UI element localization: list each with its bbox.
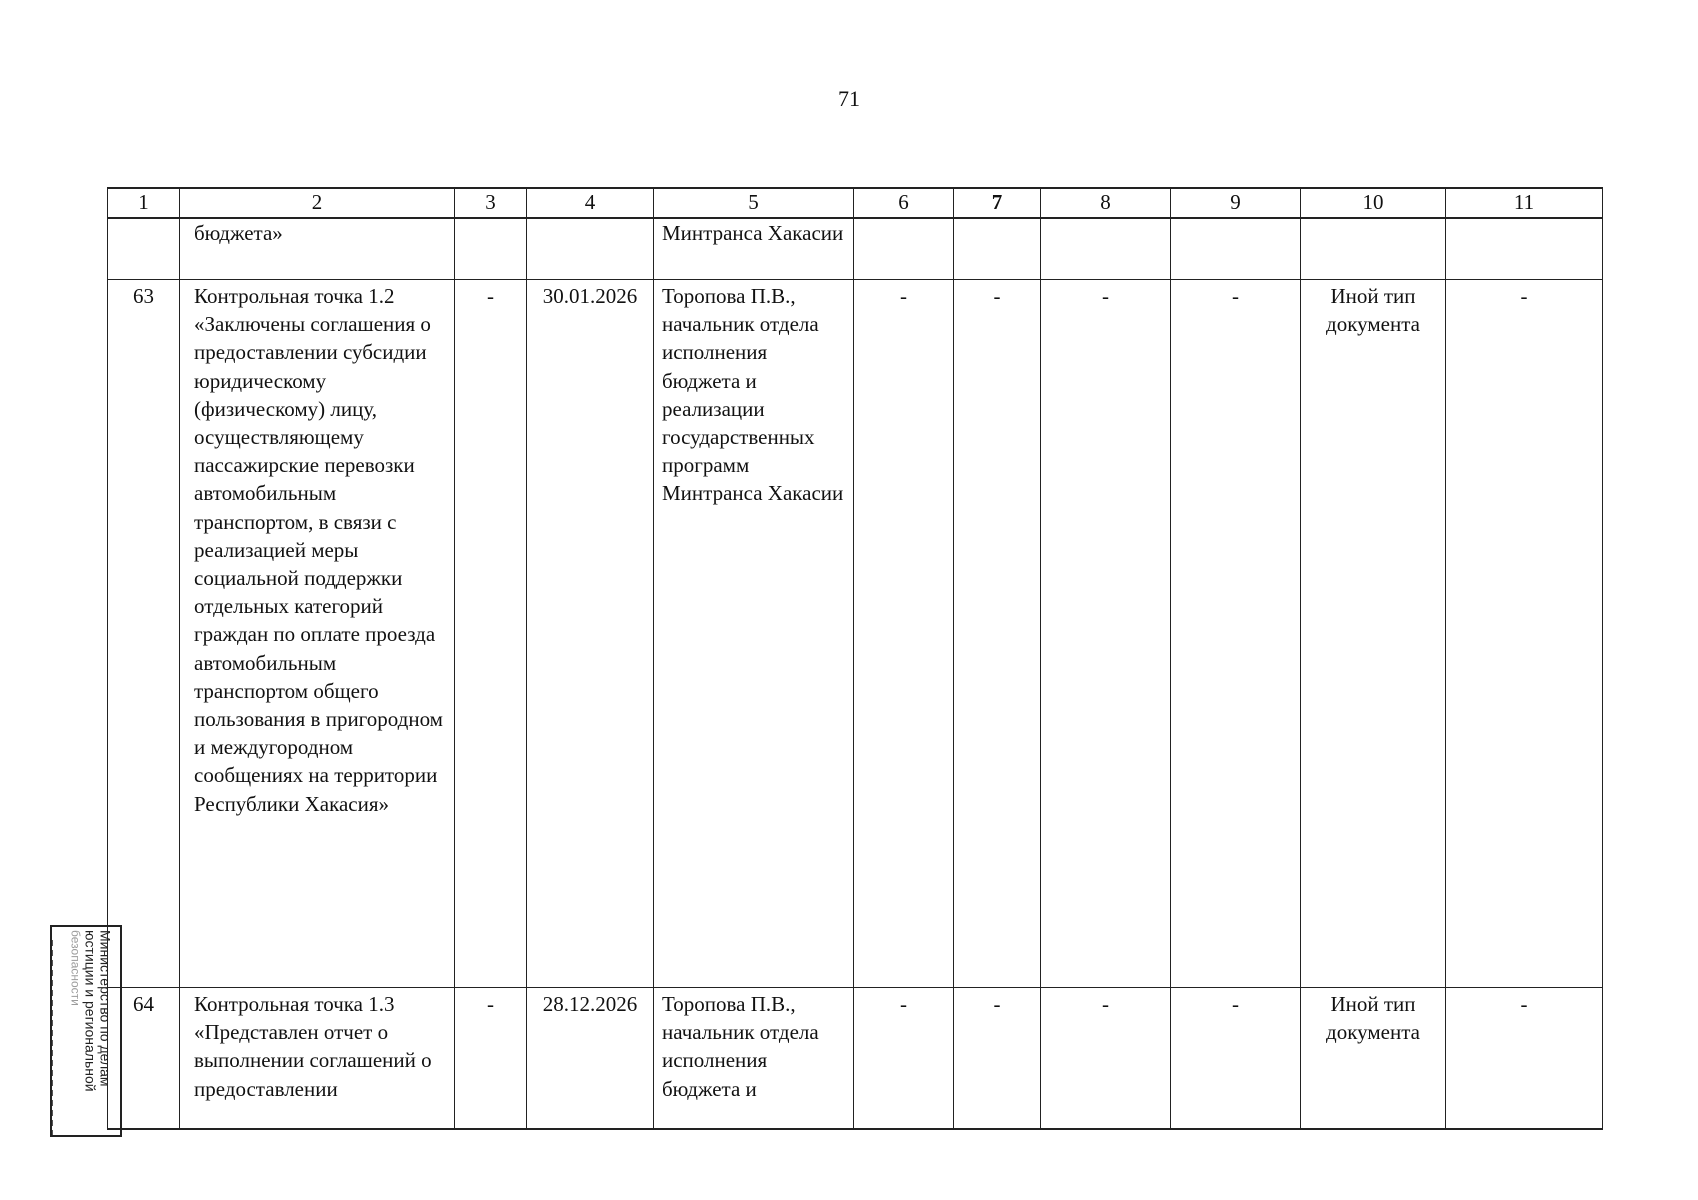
responsible-cell: Торопова П.В., начальник отдела исполнения бюджета и <box>654 988 854 1130</box>
table-cell <box>1446 218 1603 280</box>
header-cell: 1 <box>108 188 180 218</box>
stamp-line: Министерство по делам <box>97 930 114 1087</box>
table-cell: - <box>455 988 527 1130</box>
date-cell: 28.12.2026 <box>527 988 654 1130</box>
stamp-line: юстиции и региональной <box>82 930 99 1092</box>
header-cell: 6 <box>854 188 954 218</box>
registration-stamp <box>50 925 122 1137</box>
table-row <box>108 218 1603 280</box>
table-header-row <box>108 188 1603 218</box>
description-cell: Контрольная точка 1.3 «Представлен отчет о выполнении соглашений о предоставлении <box>180 988 455 1130</box>
table-row <box>108 280 1603 988</box>
header-cell: 4 <box>527 188 654 218</box>
header-cell: 3 <box>455 188 527 218</box>
date-cell <box>527 218 654 280</box>
header-cell: 11 <box>1446 188 1603 218</box>
header-cell: 8 <box>1041 188 1171 218</box>
header-cell: 9 <box>1171 188 1301 218</box>
table-cell: - <box>954 280 1041 988</box>
table-cell: - <box>455 280 527 988</box>
document-type-cell: Иной тип документа <box>1301 988 1446 1130</box>
responsible-cell: Минтранса Хакасии <box>654 218 854 280</box>
row-number-cell <box>108 218 180 280</box>
row-number-cell: 64 <box>108 988 180 1130</box>
header-cell: 2 <box>180 188 455 218</box>
document-type-cell <box>1301 218 1446 280</box>
stamp-line: безопасности <box>68 930 83 1006</box>
description-cell: бюджета» <box>180 218 455 280</box>
table-cell <box>1171 218 1301 280</box>
document-type-cell: Иной тип документа <box>1301 280 1446 988</box>
header-cell: 7 <box>954 188 1041 218</box>
table-cell: - <box>1041 280 1171 988</box>
table-cell: - <box>1446 988 1603 1130</box>
description-cell: Контрольная точка 1.2 «Заключены соглашения о предоставлении субсидии юридическому (физическому) лицу, осуществляющему пассажирские перевозки автомобильным транспортом, в связи с реализацией меры социальной поддержки отдельных категорий граждан по оплате проезда автомобильным транспортом общего пользования в пригородном и междугородном сообщениях на территории Республики Хакасия» <box>180 280 455 988</box>
table-cell <box>455 218 527 280</box>
header-cell: 5 <box>654 188 854 218</box>
table-cell: - <box>1041 988 1171 1130</box>
table-cell: - <box>1171 280 1301 988</box>
responsible-cell: Торопова П.В., начальник отдела исполнения бюджета и реализации государственных программ Минтранса Хакасии <box>654 280 854 988</box>
table-cell: - <box>854 988 954 1130</box>
document-table <box>107 187 1603 1130</box>
table-cell <box>854 218 954 280</box>
table-cell <box>1041 218 1171 280</box>
header-cell: 10 <box>1301 188 1446 218</box>
page-number: 71 <box>838 86 860 111</box>
table-cell: - <box>854 280 954 988</box>
table-cell: - <box>1446 280 1603 988</box>
date-cell: 30.01.2026 <box>527 280 654 988</box>
table-cell: - <box>954 988 1041 1130</box>
table-cell: - <box>1171 988 1301 1130</box>
row-number-cell: 63 <box>108 280 180 988</box>
table-cell <box>954 218 1041 280</box>
table-row <box>108 988 1603 1130</box>
stamp-text <box>68 930 113 1136</box>
